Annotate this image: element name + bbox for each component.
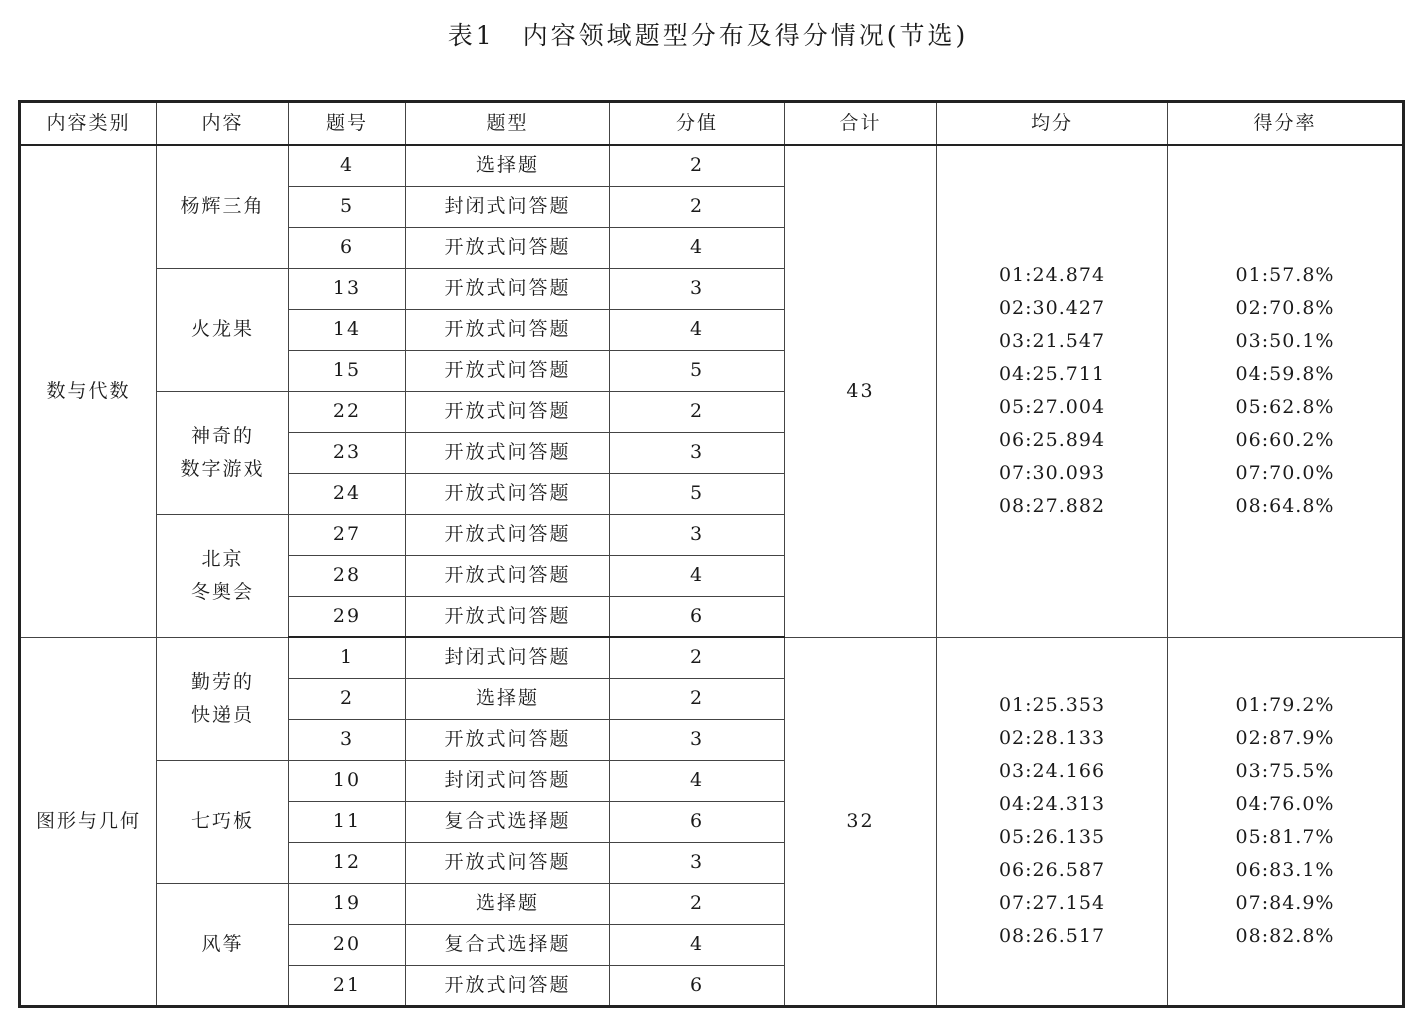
average-entry: 02:28.133 [998, 727, 1106, 749]
question-number-cell: 12 [289, 842, 406, 883]
content-name-line: 快递员 [190, 703, 254, 726]
score-value-cell: 4 [610, 555, 785, 596]
average-entry: 04:25.711 [998, 363, 1106, 386]
score-value-cell: 2 [610, 883, 785, 924]
question-type-cell: 开放式问答题 [406, 309, 610, 350]
question-type-cell: 开放式问答题 [406, 514, 610, 555]
average-entry: 03:21.547 [998, 330, 1106, 353]
category-cell: 数与代数 [20, 145, 157, 637]
question-number-cell: 10 [289, 760, 406, 801]
question-number-cell: 13 [289, 268, 406, 309]
score-rate-entry: 02:70.8% [1235, 297, 1335, 320]
question-number-cell: 3 [289, 719, 406, 760]
question-type-cell: 开放式问答题 [406, 227, 610, 268]
score-rate-entry: 05:62.8% [1235, 396, 1335, 419]
question-number-cell: 1 [289, 637, 406, 678]
content-cell [157, 391, 289, 514]
score-value-cell: 4 [610, 309, 785, 350]
content-cell [157, 883, 289, 1006]
question-type-cell: 封闭式问答题 [406, 186, 610, 227]
score-value-cell: 2 [610, 637, 785, 678]
average-entry: 03:24.166 [998, 760, 1106, 782]
header-question-number: 题号 [289, 102, 406, 146]
score-value-cell: 2 [610, 678, 785, 719]
score-value-cell: 6 [610, 596, 785, 637]
content-cell [157, 637, 289, 760]
score-value-cell: 3 [610, 842, 785, 883]
score-value-cell: 6 [610, 965, 785, 1006]
question-number-cell: 19 [289, 883, 406, 924]
header-total: 合计 [785, 102, 937, 146]
question-type-cell: 开放式问答题 [406, 596, 610, 637]
score-value-cell: 4 [610, 924, 785, 965]
score-value-cell: 3 [610, 719, 785, 760]
question-number-cell: 20 [289, 924, 406, 965]
header-content: 内容 [157, 102, 289, 146]
average-entry: 08:27.882 [998, 495, 1106, 518]
total-cell: 32 [785, 637, 937, 1006]
table-row [20, 145, 1404, 186]
header-category: 内容类别 [20, 102, 157, 146]
average-entry: 06:26.587 [998, 859, 1106, 881]
score-rate-cell [1168, 637, 1404, 1006]
score-rate-entry: 08:82.8% [1235, 925, 1335, 947]
question-type-cell: 开放式问答题 [406, 432, 610, 473]
question-type-cell: 开放式问答题 [406, 268, 610, 309]
score-value-cell: 3 [610, 514, 785, 555]
content-cell [157, 514, 289, 637]
question-number-cell: 24 [289, 473, 406, 514]
content-name-line: 数字游戏 [180, 457, 265, 480]
question-type-cell: 开放式问答题 [406, 350, 610, 391]
content-cell [157, 145, 289, 268]
content-name-line: 神奇的 [190, 424, 254, 447]
score-rate-entry: 01:57.8% [1235, 264, 1335, 287]
score-value-cell: 2 [610, 391, 785, 432]
content-name-line: 杨辉三角 [180, 195, 265, 218]
question-number-cell: 22 [289, 391, 406, 432]
question-number-cell: 27 [289, 514, 406, 555]
content-cell [157, 760, 289, 883]
question-number-cell: 21 [289, 965, 406, 1006]
score-value-cell: 6 [610, 801, 785, 842]
table-row [20, 637, 1404, 678]
score-value-cell: 2 [610, 145, 785, 186]
score-rate-entry: 03:75.5% [1235, 760, 1335, 782]
question-type-cell: 开放式问答题 [406, 473, 610, 514]
score-value-cell: 5 [610, 350, 785, 391]
score-rate-entry: 07:84.9% [1235, 892, 1335, 914]
header-row [20, 102, 1404, 146]
question-number-cell: 15 [289, 350, 406, 391]
question-type-cell: 开放式问答题 [406, 842, 610, 883]
question-type-cell: 开放式问答题 [406, 555, 610, 596]
question-type-cell: 开放式问答题 [406, 391, 610, 432]
score-rate-entry: 04:59.8% [1235, 363, 1335, 386]
average-entry: 06:25.894 [998, 429, 1106, 452]
table-body [20, 145, 1404, 1006]
question-number-cell: 11 [289, 801, 406, 842]
score-rate-entry: 02:87.9% [1235, 727, 1335, 749]
question-type-cell: 封闭式问答题 [406, 637, 610, 678]
score-rate-entry: 07:70.0% [1235, 462, 1335, 485]
average-cell [937, 637, 1168, 1006]
question-number-cell: 4 [289, 145, 406, 186]
question-number-cell: 6 [289, 227, 406, 268]
score-rate-entry: 04:76.0% [1235, 793, 1335, 815]
score-rate-entry: 03:50.1% [1235, 330, 1335, 353]
average-entry: 01:24.874 [998, 264, 1106, 287]
average-entry: 02:30.427 [998, 297, 1106, 320]
question-number-cell: 5 [289, 186, 406, 227]
score-rate-cell [1168, 145, 1404, 637]
content-name-line: 勤劳的 [190, 670, 254, 693]
question-type-cell: 复合式选择题 [406, 924, 610, 965]
question-number-cell: 23 [289, 432, 406, 473]
question-type-cell: 选择题 [406, 678, 610, 719]
category-cell: 图形与几何 [20, 637, 157, 1006]
question-number-cell: 29 [289, 596, 406, 637]
score-rate-entry: 06:83.1% [1235, 859, 1335, 881]
content-name-line: 火龙果 [190, 318, 254, 340]
question-number-cell: 14 [289, 309, 406, 350]
total-cell: 43 [785, 145, 937, 637]
header-question-type: 题型 [406, 102, 610, 146]
average-entry: 04:24.313 [998, 793, 1106, 815]
content-name-line: 北京 [201, 547, 244, 570]
question-type-cell: 复合式选择题 [406, 801, 610, 842]
content-name-line: 冬奥会 [190, 580, 254, 603]
score-table-container [18, 100, 1402, 1005]
content-name-line: 七巧板 [190, 810, 254, 832]
average-entry: 07:27.154 [998, 892, 1106, 914]
score-rate-entry: 01:79.2% [1235, 694, 1335, 716]
question-type-cell: 选择题 [406, 145, 610, 186]
score-value-cell: 3 [610, 432, 785, 473]
header-score-value: 分值 [610, 102, 785, 146]
average-entry: 05:26.135 [998, 826, 1106, 848]
average-entry: 05:27.004 [998, 396, 1106, 419]
question-number-cell: 2 [289, 678, 406, 719]
average-cell [937, 145, 1168, 637]
score-rate-entry: 05:81.7% [1235, 826, 1335, 848]
question-type-cell: 选择题 [406, 883, 610, 924]
score-value-cell: 4 [610, 227, 785, 268]
score-value-cell: 3 [610, 268, 785, 309]
score-value-cell: 2 [610, 186, 785, 227]
content-cell [157, 268, 289, 391]
score-rate-entry: 06:60.2% [1235, 429, 1335, 452]
average-entry: 08:26.517 [998, 925, 1106, 947]
question-type-cell: 开放式问答题 [406, 719, 610, 760]
score-rate-entry: 08:64.8% [1235, 495, 1335, 518]
score-distribution-table [18, 100, 1405, 1008]
header-average: 均分 [937, 102, 1168, 146]
average-entry: 07:30.093 [998, 462, 1106, 485]
question-type-cell: 封闭式问答题 [406, 760, 610, 801]
content-name-line: 风筝 [201, 932, 244, 955]
header-score-rate: 得分率 [1168, 102, 1404, 146]
score-value-cell: 5 [610, 473, 785, 514]
score-value-cell: 4 [610, 760, 785, 801]
table-caption: 表1 内容领域题型分布及得分情况(节选) [447, 21, 969, 50]
question-number-cell: 28 [289, 555, 406, 596]
average-entry: 01:25.353 [998, 694, 1106, 716]
question-type-cell: 开放式问答题 [406, 965, 610, 1006]
